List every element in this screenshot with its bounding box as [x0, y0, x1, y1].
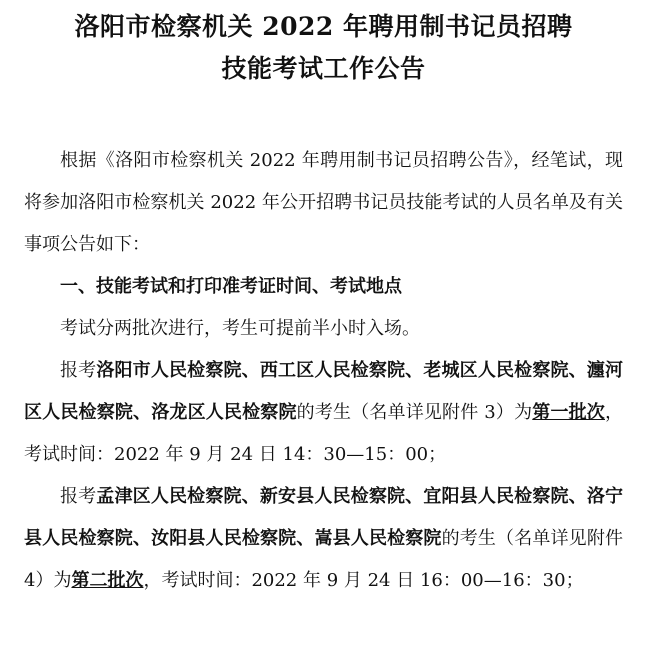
batch-2-time: ，考试时间：2022 年 9 月 24 日 16：00—16：30； [143, 570, 584, 591]
batch-1-paragraph [24, 350, 623, 476]
batch-1-label: 第一批次 [532, 402, 605, 423]
announcement-title [24, 6, 623, 90]
section-1-heading: 一、技能考试和打印准考证时间、考试地点 [60, 276, 402, 297]
title-line-2: 技能考试工作公告 [221, 54, 426, 83]
batch-2-prefix: 报考 [60, 486, 97, 507]
batch-1-middle: 的考生（名单详见附件 3）为 [296, 402, 533, 423]
batch-1-units: 洛阳市人民检察院、西工区人民检察院、老城区人民检察院、瀍河区人民检察院、洛龙区人民检察院 [24, 360, 624, 423]
batch-2-label: 第二批次 [71, 570, 144, 591]
batch-2-paragraph [24, 476, 623, 602]
title-line-1: 洛阳市检察机关 2022 年聘用制书记员招聘 [74, 12, 573, 41]
section-1-note: 考试分两批次进行，考生可提前半小时入场。 [60, 318, 420, 339]
batch-2-middle: 的考生（名单详见附件 4）为 [24, 528, 623, 591]
batch-2-units: 孟津区人民检察院、新安县人民检察院、宜阳县人民检察院、洛宁县人民检察院、汝阳县人民检察院、嵩县人民检察院 [24, 486, 624, 549]
batch-1-time: ，考试时间：2022 年 9 月 24 日 14：30—15：00； [24, 402, 623, 465]
batch-1-prefix: 报考 [60, 360, 97, 381]
intro-paragraph: 根据《洛阳市检察机关 2022 年聘用制书记员招聘公告》，经笔试，现将参加洛阳市检察机关 2022 年公开招聘书记员技能考试的人员名单及有关事项公告如下： [24, 150, 623, 255]
